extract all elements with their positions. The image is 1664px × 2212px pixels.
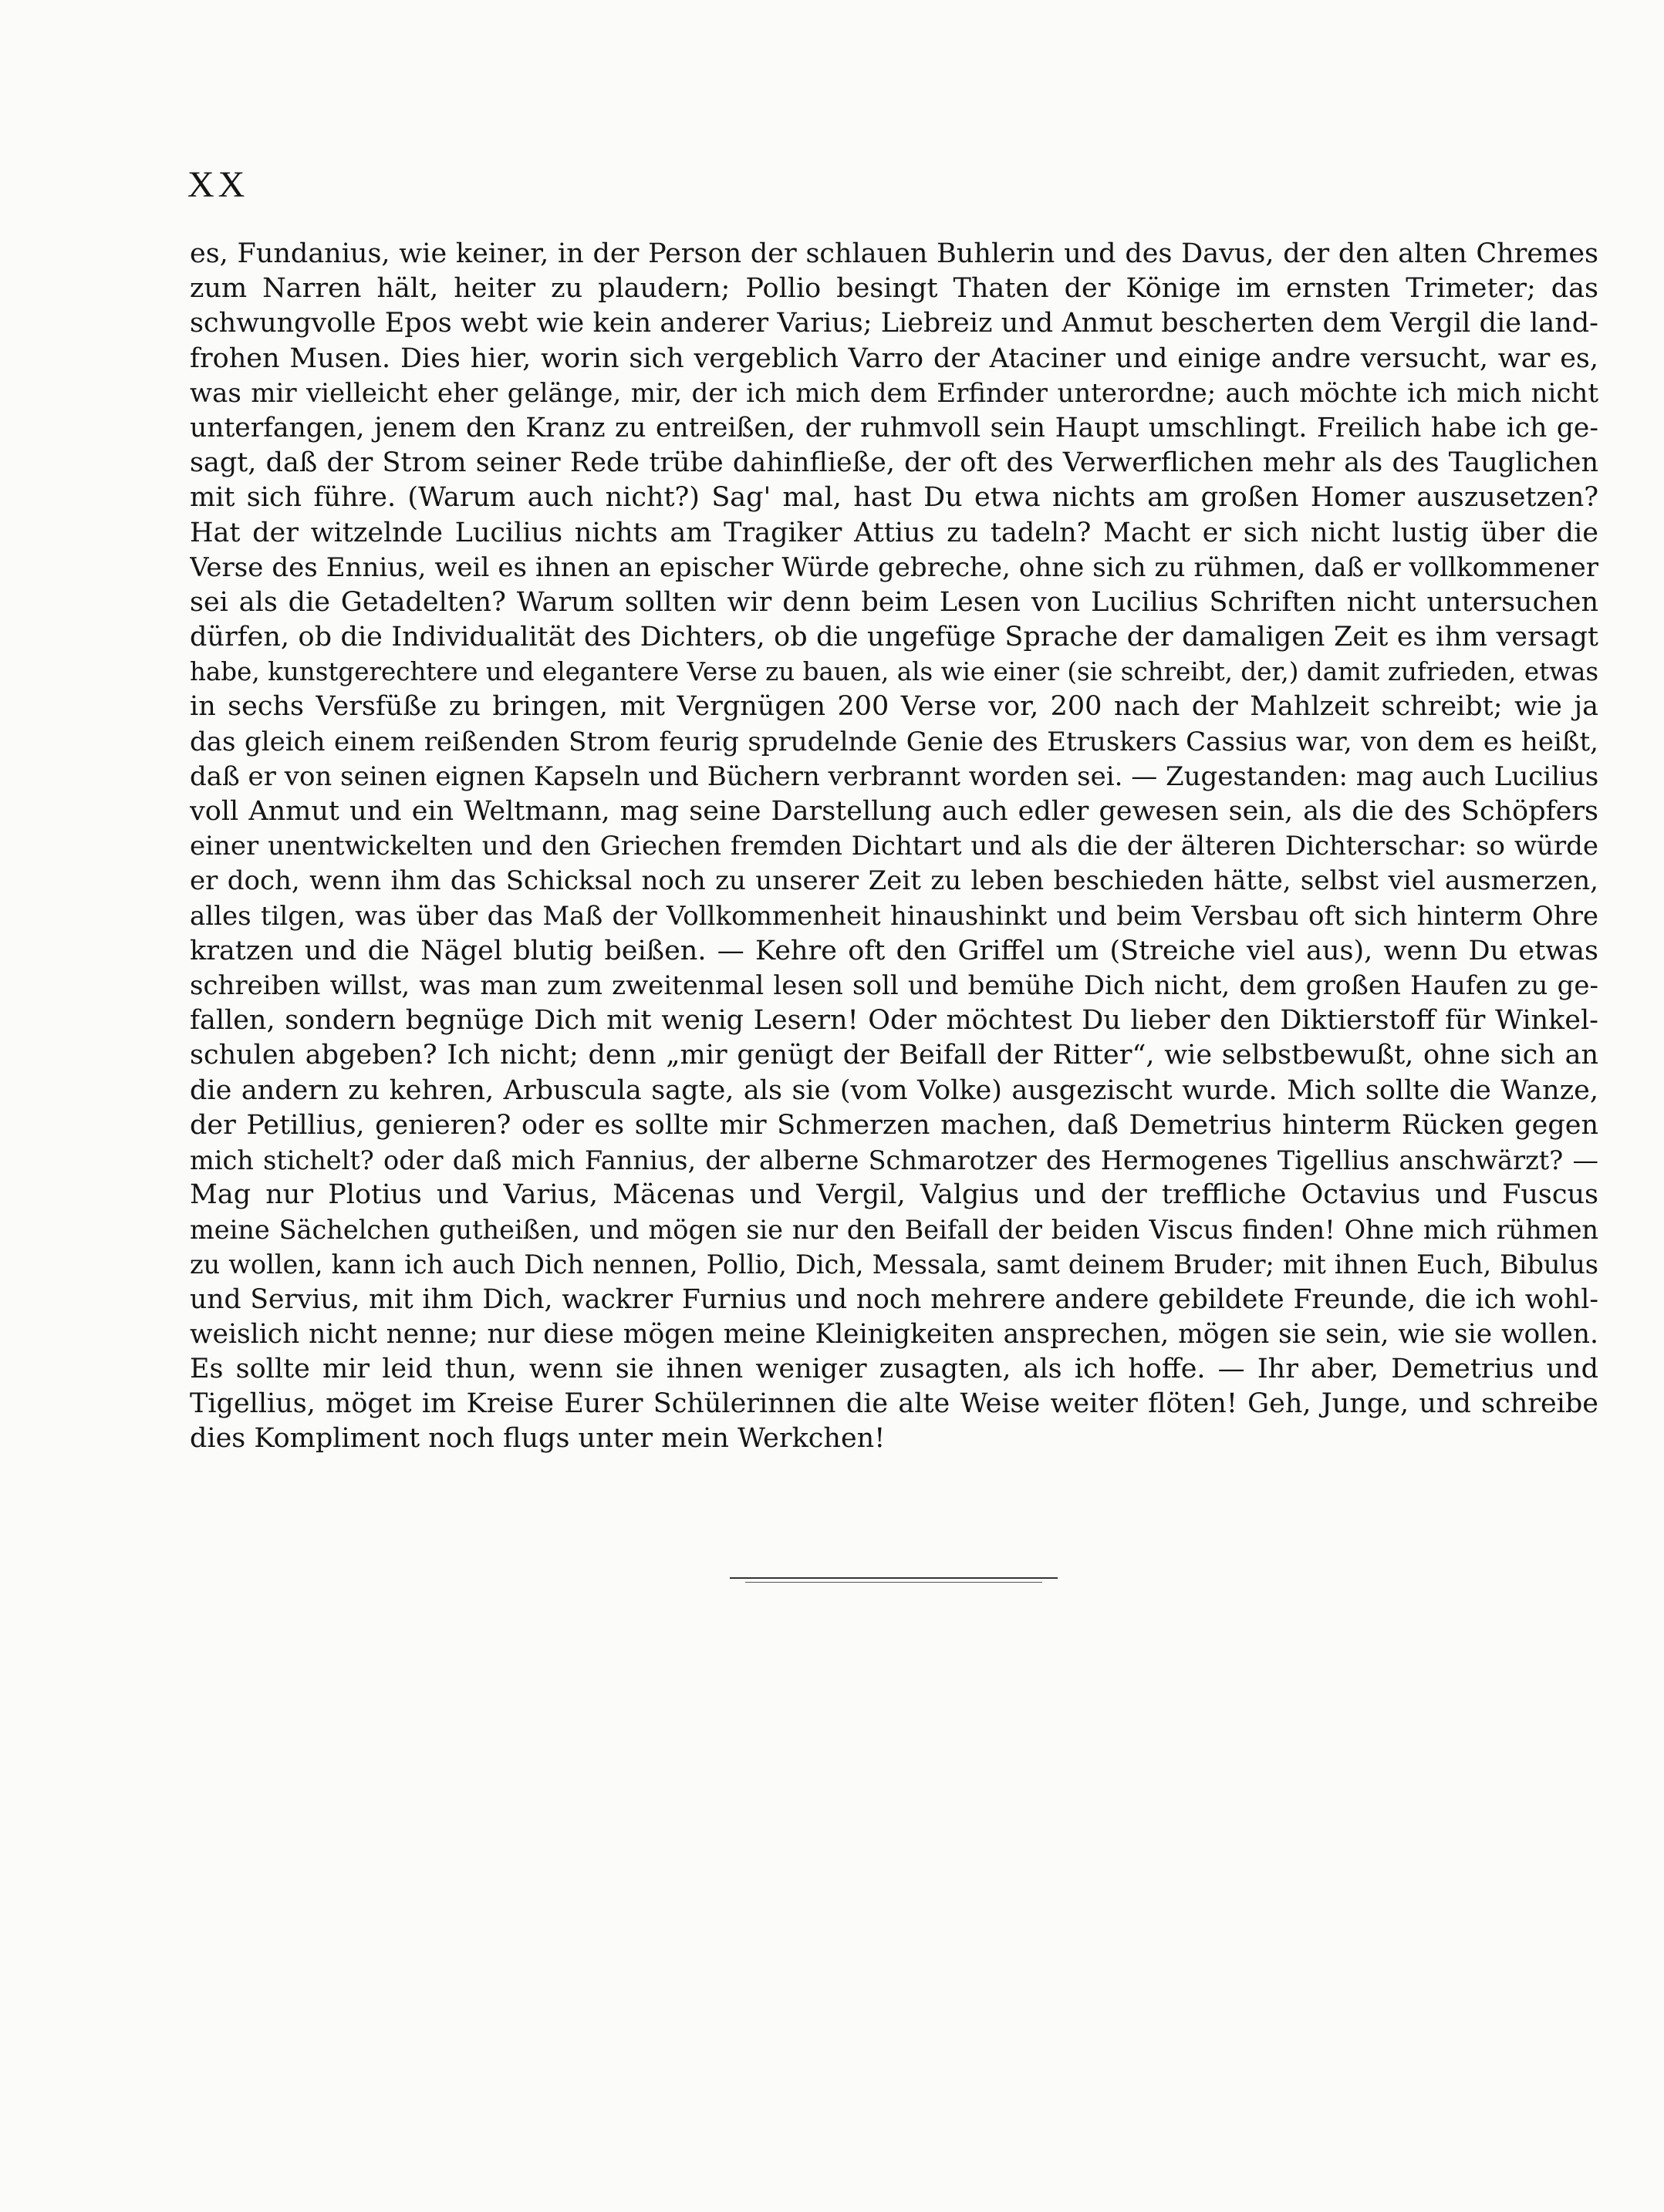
text-line: mit sich führe. (Warum auch nicht?) Sag' mal, hast Du etwa nichts am großen Homer auszusetzen?: [190, 482, 1598, 514]
text-line: mich stichelt? oder daß mich Fannius, der alberne Schmarotzer des Hermogenes Tigellius anschwärzt? —: [190, 1145, 1598, 1175]
text-line: Verse des Ennius, weil es ihnen an epischer Würde gebreche, ohne sich zu rühmen, daß er vollkommener: [190, 551, 1598, 583]
text-line: schwungvolle Epos webt wie kein anderer Varius; Liebreiz und Anmut bescherten dem Vergil die land-: [190, 308, 1598, 339]
divider-line: [745, 1582, 1042, 1583]
text-line: zu wollen, kann ich auch Dich nennen, Pollio, Dich, Messala, samt deinem Bruder; mit ihnen Euch, Bibulus: [190, 1249, 1598, 1280]
text-line: und Servius, mit ihm Dich, wackrer Furnius und noch mehrere andere gebildete Freunde, die ich wohl-: [190, 1283, 1598, 1315]
text-line: der Petillius, genieren? oder es sollte mir Schmerzen machen, daß Demetrius hinterm Rücken gegen: [190, 1109, 1598, 1141]
text-line: kratzen und die Nägel blutig beißen. — Kehre oft den Griffel um (Streiche viel aus), wenn Du etwas: [190, 935, 1598, 966]
text-line: schreiben willst, was man zum zweitenmal lesen soll und bemühe Dich nicht, dem großen Haufen zu ge-: [190, 969, 1598, 1001]
text-line: das gleich einem reißenden Strom feurig sprudelnde Genie des Etruskers Cassius war, von dem es heißt,: [190, 726, 1598, 757]
text-line: alles tilgen, was über das Maß der Vollkommenheit hinaushinkt und beim Versbau oft sich hinterm Ohre: [190, 900, 1598, 932]
text-line: fallen, sondern begnüge Dich mit wenig Lesern! Oder möchtest Du lieber den Diktierstoff für Winkel-: [190, 1005, 1598, 1037]
text-line: sagt, daß der Strom seiner Rede trübe dahinfließe, der oft des Verwerflichen mehr als des Tauglichen: [190, 447, 1598, 479]
text-line: einer unentwickelten und den Griechen fremden Dichtart und als die der älteren Dichterschar: so würde: [190, 831, 1598, 862]
text-line: Hat der witzelnde Lucilius nichts am Tragiker Attius zu tadeln? Macht er sich nicht lustig über die: [190, 517, 1598, 548]
section-divider: [730, 1577, 1058, 1586]
text-line: sei als die Getadelten? Warum sollten wir denn beim Lesen von Lucilius Schriften nicht untersuchen: [190, 586, 1598, 618]
text-line: er doch, wenn ihm das Schicksal noch zu unserer Zeit zu leben beschieden hätte, selbst viel ausmerzen,: [190, 865, 1598, 897]
text-line: Mag nur Plotius und Varius, Mäcenas und Vergil, Valgius und der treffliche Octavius und Fuscus: [190, 1179, 1598, 1211]
text-line: schulen abgeben? Ich nicht; denn „mir genügt der Beifall der Ritter“, wie selbstbewußt, ohne sich an: [190, 1040, 1598, 1071]
text-line: Es sollte mir leid thun, wenn sie ihnen weniger zusagten, als ich hoffe. — Ihr aber, Demetrius und: [190, 1354, 1598, 1384]
text-line: habe, kunstgerechtere und elegantere Verse zu bauen, als wie einer (sie schreibt, der,) damit zufrieden, etwas: [190, 657, 1598, 687]
text-line: dies Kompliment noch flugs unter mein Werkchen!: [190, 1423, 886, 1455]
page-number: XX: [187, 164, 249, 205]
divider-line: [730, 1577, 1058, 1579]
text-line: die andern zu kehren, Arbuscula sagte, als sie (vom Volke) ausgezischt wurde. Mich sollte die Wanze,: [190, 1074, 1598, 1106]
body-text: [190, 237, 1598, 1457]
text-line: Tigellius, möget im Kreise Eurer Schülerinnen die alte Weise weiter flöten! Geh, Junge, und schreibe: [190, 1388, 1598, 1420]
text-line: daß er von seinen eignen Kapseln und Büchern verbrannt worden sei. — Zugestanden: mag auch Lucilius: [190, 760, 1598, 792]
text-line: unterfangen, jenem den Kranz zu entreißen, der ruhmvoll sein Haupt umschlingt. Freilich habe ich ge-: [190, 412, 1598, 443]
text-line: zum Narren hält, heiter zu plaudern; Pollio besingt Thaten der Könige im ernsten Trimeter; das: [190, 273, 1598, 305]
text-line: meine Sächelchen gutheißen, und mögen sie nur den Beifall der beiden Viscus finden! Ohne mich rühmen: [190, 1215, 1598, 1246]
text-line: weislich nicht nenne; nur diese mögen meine Kleinigkeiten ansprechen, mögen sie sein, wie sie wollen.: [190, 1318, 1598, 1350]
text-line: dürfen, ob die Individualität des Dichters, ob die ungefüge Sprache der damaligen Zeit es ihm versagt: [190, 622, 1598, 653]
text-line: frohen Musen. Dies hier, worin sich vergeblich Varro der Ataciner und einige andre versucht, war es,: [190, 342, 1598, 374]
text-line: in sechs Versfüße zu bringen, mit Vergnügen 200 Verse vor, 200 nach der Mahlzeit schreibt; wie ja: [190, 691, 1598, 723]
text-line: es, Fundanius, wie keiner, in der Person der schlauen Buhlerin und des Davus, der den alten Chremes: [190, 238, 1598, 269]
text-line: was mir vielleicht eher gelänge, mir, der ich mich dem Erfinder unterordne; auch möchte ich mich nicht: [190, 377, 1598, 409]
text-line: voll Anmut und ein Weltmann, mag seine Darstellung auch edler gewesen sein, als die des Schöpfers: [190, 796, 1598, 827]
